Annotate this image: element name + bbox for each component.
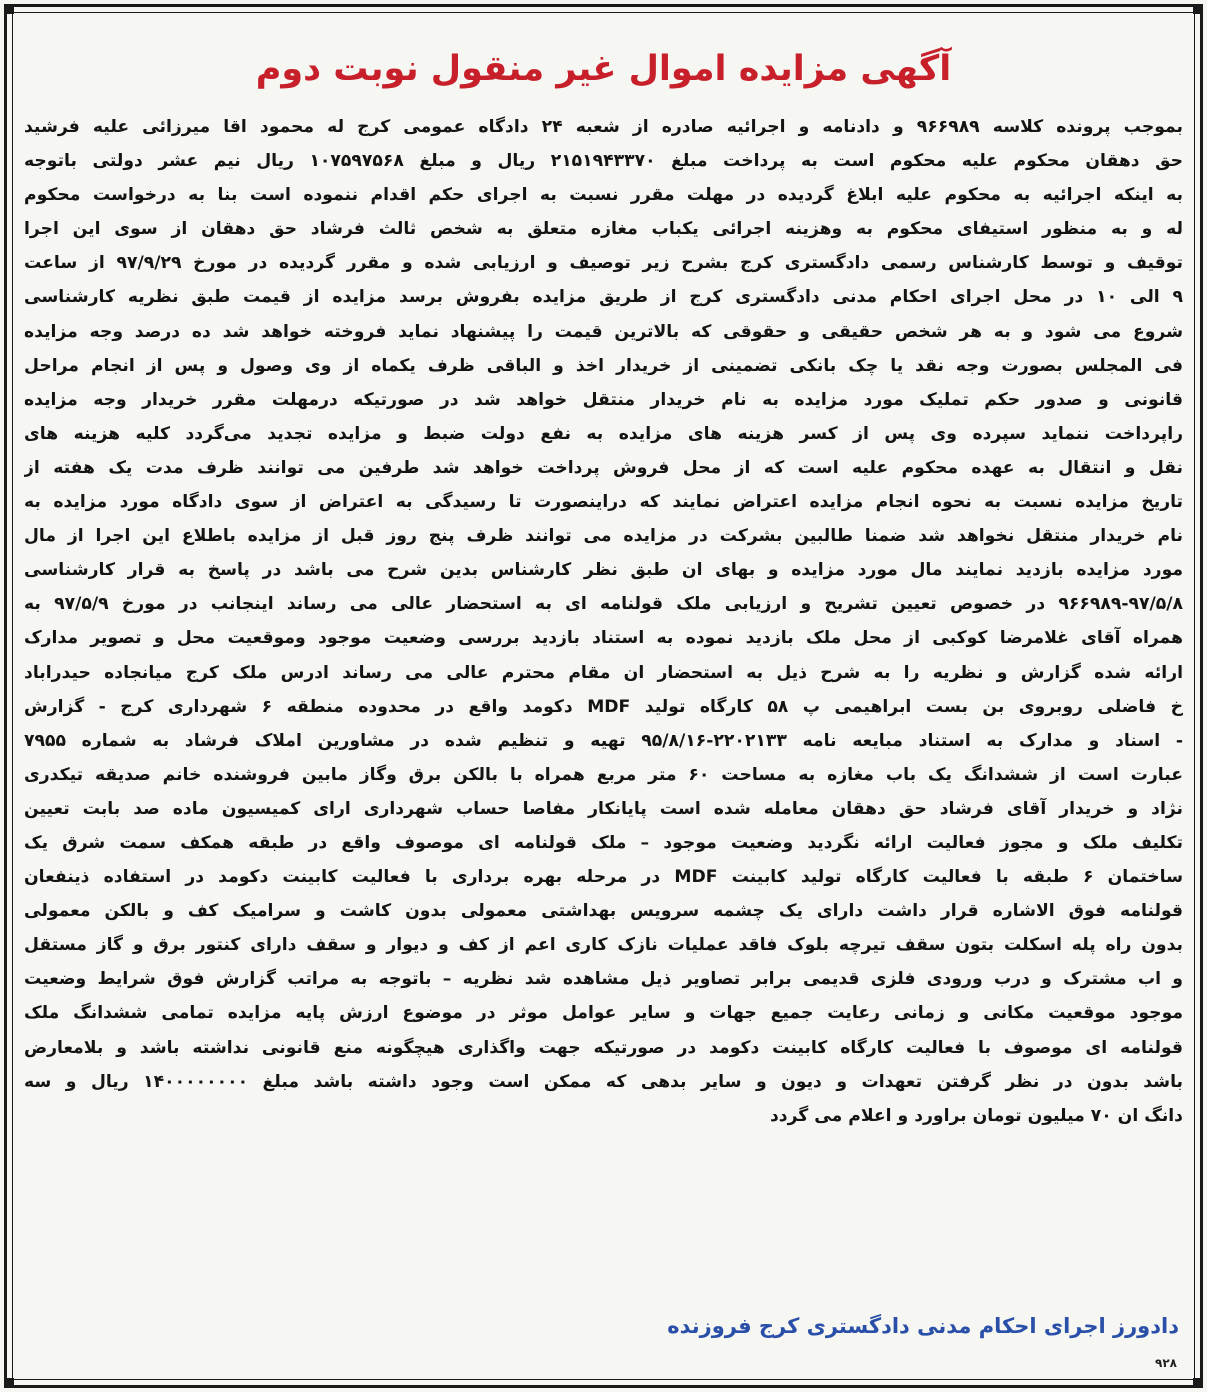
body-line: همراه آقای غلامرضا کوکبی از محل ملک بازدید نموده به استناد بازدید بررسی وضعیت موجود وموقعیت محل و تصویر مدارک (24, 628, 1183, 649)
body-line: ساختمان ۶ طبقه با فعالیت کارگاه تولید کابینت MDF در مرحله بهره برداری با فعالیت کابینت دکومد در استفاده ذینفعان (24, 867, 1183, 888)
body-line: له و به منظور استیفای محکوم به وهزینه اجرائی یکباب مغازه متعلق به شخص ثالث فرشاد حق دهقان از سوی این اجرا (24, 219, 1183, 240)
body-line: به اینکه اجرائیه به محکوم علیه ابلاغ گردیده در مهلت مقرر نسبت به اجرای حکم اقدام ننموده است بنا به درخواست محکوم (24, 185, 1183, 206)
body-line: مورد مزایده بازدید نمایند مال مورد مزایده و بهای ان طبق نظر کارشناس بدین شرح می باشد در پاسخ به قرار کارشناسی (24, 560, 1183, 581)
signature-line: دادورز اجرای احکام مدنی دادگستری کرج فروزنده (667, 1314, 1179, 1338)
body-line: موجود موقعیت مکانی و زمانی رعایت جمیع جهات و سایر عوامل موثر در موضوع ارزش پایه مزایده تمامی ششدانگ ملک (24, 1003, 1183, 1024)
body-line: باشد بدون در نظر گرفتن تعهدات و دیون و سایر بدهی که ممکن است وجود داشته باشد مبلغ ۱۴۰۰۰۰۰۰۰۰ ریال و سه (24, 1071, 1183, 1092)
body-line: نقل و انتقال به عهده محکوم علیه است که از محل فروش پرداخت خواهد شد طرفین می توانند ظرف مدت یک هفته از (24, 457, 1183, 478)
body-line: تاریخ مزایده نسبت به نحوه انجام مزایده اعتراض نمایند که دراینصورت تا رسیدگی به اعتراض از سوی دادگاه مورد مزایده به (24, 492, 1183, 513)
body-line: نژاد و خریدار آقای فرشاد حق دهقان معامله شده است پایانکار مفاصا حساب شهرداری ارای کمیسیون ماده صد بابت تعیین (24, 798, 1183, 819)
body-line: حق دهقان محکوم علیه محکوم است به پرداخت مبلغ ۲۱۵۱۹۴۳۳۷۰ ریال و مبلغ ۱۰۷۵۹۷۵۶۸ ریال نیم عشر دولتی باتوجه (24, 151, 1183, 172)
body-line: شروع می شود و به هر شخص حقیقی و حقوقی که بالاترین قیمت را پیشنهاد نماید فروخته خواهد شد ده درصد وجه مزایده (24, 321, 1183, 342)
body-line: عبارت است از ششدانگ یک باب مغازه به مساحت ۶۰ متر مربع همراه با بالکن برق وگاز مابین فروشنده خانم صدیقه تیکدری (24, 764, 1183, 785)
body-line: تکلیف ملک و مجوز فعالیت ارائه نگردید وضعیت موجود – ملک قولنامه ای موصوف واقع در طبقه همکف سمت شرق یک (24, 832, 1183, 853)
notice-title: آگهی مزایده اموال غیر منقول نوبت دوم (255, 49, 952, 89)
body-line: خ فاضلی روبروی بن بست ابراهیمی پ ۵۸ کارگاه تولید MDF دکومد واقع در محدوده منطقه ۶ شهرداری کرج - گزارش (24, 696, 1183, 717)
corner-ornament (1193, 4, 1203, 14)
body-line: بموجب پرونده کلاسه ۹۶۶۹۸۹ و دادنامه و اجرائیه صادره از شعبه ۲۴ دادگاه عمومی کرج له محمود اقا میرزائی علیه فرشید (24, 117, 1183, 137)
body-line: قولنامه فوق الاشاره قرار داشت دارای یک چشمه سرویس بهداشتی معمولی بدون کاشت و سرامیک کف و بالکن معمولی (24, 901, 1183, 922)
body-line: و اب مشترک و درب ورودی فلزی قدیمی برابر تصاویر ذیل مشاهده شد نظریه – باتوجه به مراتب گزارش فوق شرایط وضعیت (24, 969, 1183, 990)
page-number: ۹۲۸ (1155, 1356, 1177, 1370)
corner-ornament (4, 4, 14, 14)
body-line: ۹۶۶۹۸۹-۹۷/۵/۸ در خصوص تعیین تشریح و ارزیابی ملک قولنامه ای به استحضار عالی می رساند اینجانب در مورخ ۹۷/۵/۹ به (24, 594, 1183, 615)
body-line: قولنامه ای موصوف با فعالیت کارگاه کابینت دکومد در صورتیکه جهت واگذاری هیچگونه منع قانونی نداشته باشد و بلامعارض (24, 1037, 1183, 1058)
body-line: قانونی و صدور حکم تملیک مورد مزایده به نام خریدار منتقل خواهد شد در صورتیکه درمهلت مقرر خریدار وجه مزایده (24, 389, 1183, 410)
body-line: توقیف و توسط کارشناس رسمی دادگستری کرج بشرح زیر توصیف و ارزیابی شده و مقرر گردیده در مورخ ۹۷/۹/۲۹ از ساعت (24, 253, 1183, 274)
body-line: فی المجلس بصورت وجه نقد یا چک بانکی تضمینی از خریدار اخذ و الباقی ظرف یکماه از وی وصول و پس از انجام مراحل (24, 355, 1183, 376)
notice-body (24, 110, 1183, 1133)
body-line: بدون راه پله اسکلت بتون سقف تیرچه بلوک فاقد عملیات نازک کاری اعم از کف و دیوار و سقف دارای کنتور برق و گاز مستقل (24, 935, 1183, 956)
corner-ornament (1193, 1378, 1203, 1388)
corner-ornament (4, 1378, 14, 1388)
body-line: ارائه شده گزارش و نظریه را به شرح ذیل به استحضار ان مقام محترم عالی می رساند ادرس ملک کرج میانجاده حیدراباد (24, 662, 1183, 683)
body-line: راپرداخت ننماید سپرده وی پس از کسر هزینه های مزایده به نفع دولت ضبط و مزایده تجدید می‌گردد کلیه هزینه های (24, 423, 1183, 444)
body-line: ۹ الی ۱۰ در محل اجرای احکام مدنی دادگستری کرج از طریق مزایده بفروش برسد مزایده از قیمت طبق نظریه کارشناسی (24, 287, 1183, 308)
body-line: - اسناد و مدارک به استناد مبایعه نامه ۲۲۰۲۱۳۳-۹۵/۸/۱۶ تهیه و تنظیم شده در مشاورین املاک فرشاد به شماره ۷۹۵۵ (24, 730, 1183, 751)
body-line: نام خریدار منتقل نخواهد شد ضمنا طالبین بشرکت در مزایده می توانند ظرف پنج روز قبل از مزایده باطلاع این اجرا از مال (24, 526, 1183, 547)
body-line: دانگ ان ۷۰ میلیون تومان براورد و اعلام می گردد (769, 1105, 1183, 1126)
